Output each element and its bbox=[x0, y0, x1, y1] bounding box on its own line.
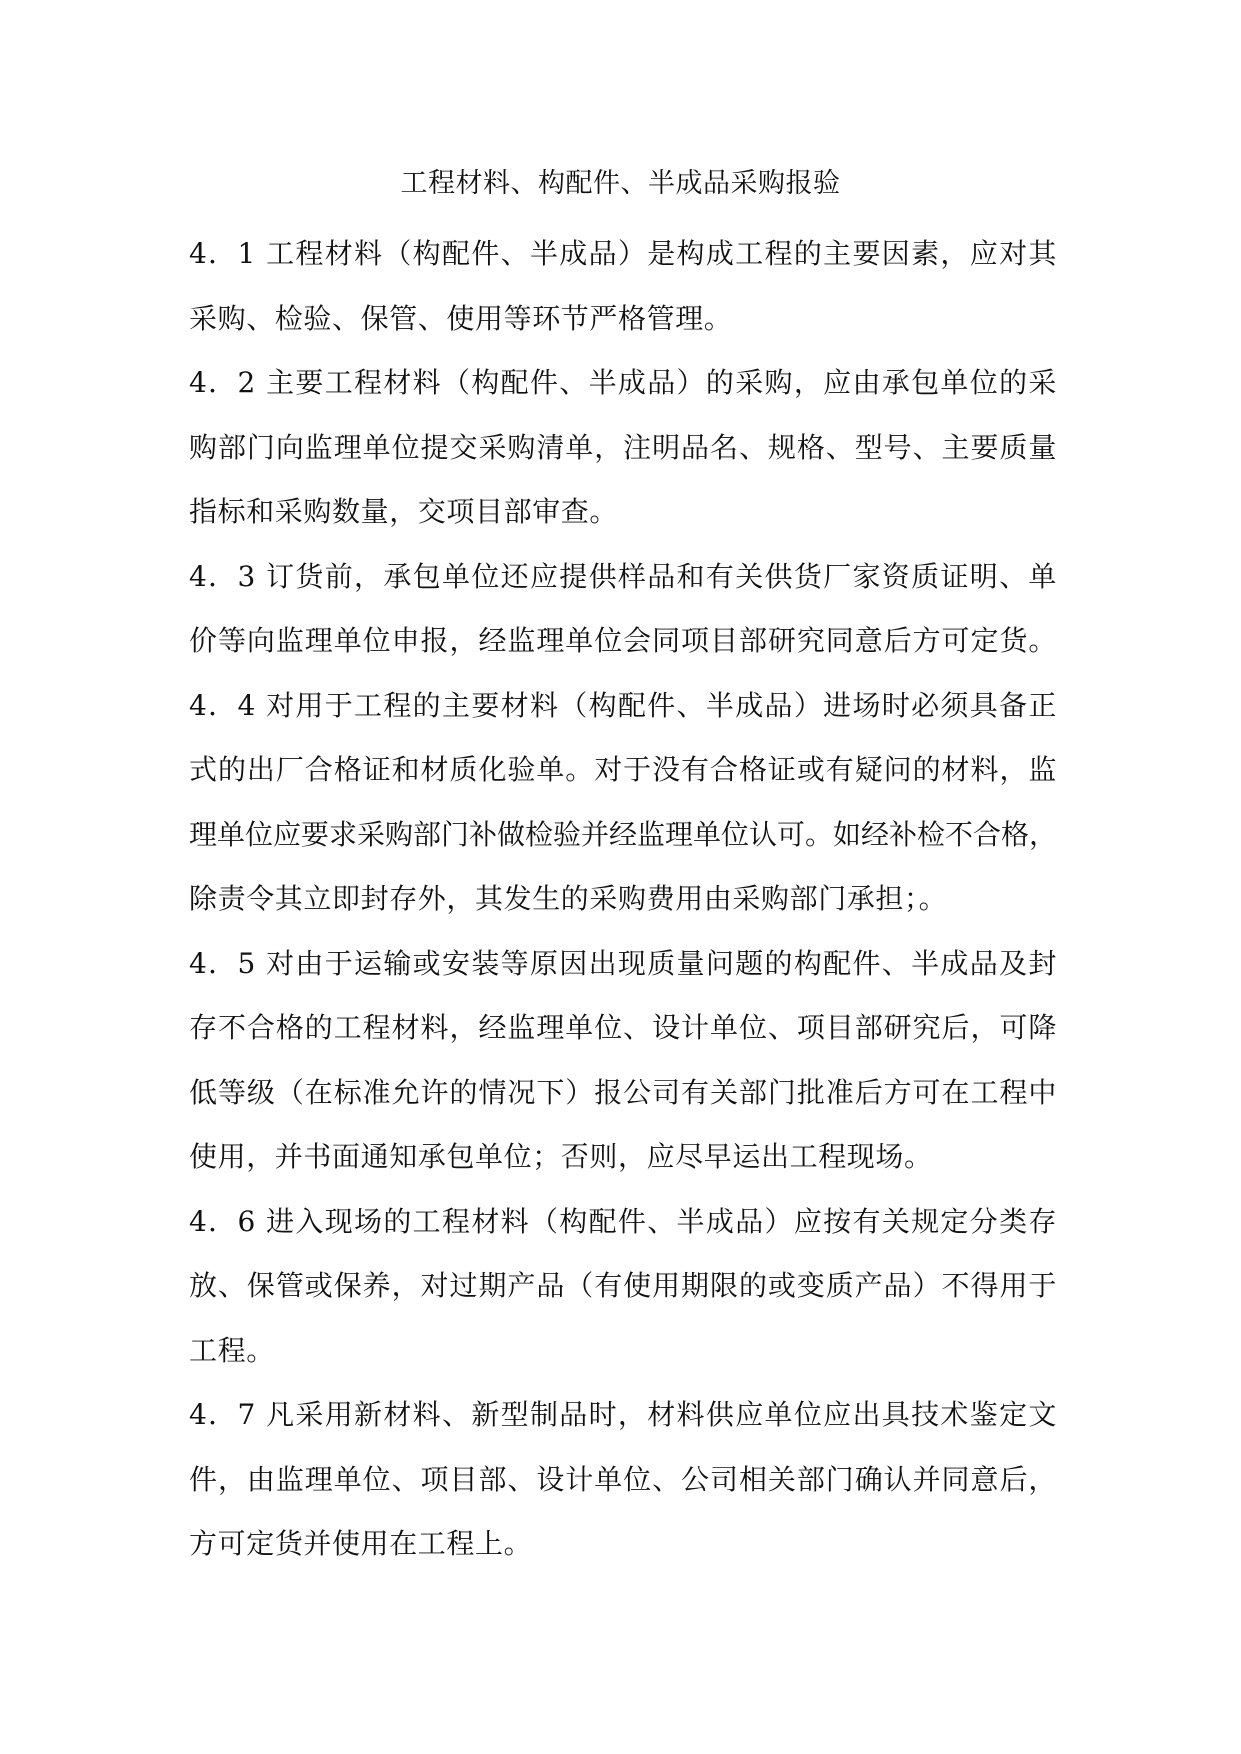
text-line: 4．1 工程材料（构配件、半成品）是构成工程的主要因素，应对其 bbox=[189, 237, 1057, 270]
text-line: 4．3 订货前，承包单位还应提供样品和有关供货厂家资质证明、单 bbox=[189, 559, 1057, 593]
document-body bbox=[189, 222, 1057, 1577]
text-line: 存不合格的工程材料，经监理单位、设计单位、项目部研究后，可降 bbox=[189, 1011, 1057, 1044]
text-line: 放、保管或保养，对过期产品（有使用期限的或变质产品）不得用于 bbox=[189, 1269, 1057, 1302]
document-title: 工程材料、构配件、半成品采购报验 bbox=[400, 168, 841, 199]
text-line: 指标和采购数量，交项目部审查。 bbox=[189, 495, 619, 528]
text-line: 使用，并书面通知承包单位；否则，应尽早运出工程现场。 bbox=[189, 1140, 933, 1173]
text-line: 4．2 主要工程材料（构配件、半成品）的采购，应由承包单位的采 bbox=[189, 366, 1057, 399]
text-line: 4．7 凡采用新材料、新型制品时，材料供应单位应出具技术鉴定文 bbox=[189, 1398, 1057, 1431]
text-line: 工程。 bbox=[189, 1333, 275, 1367]
text-line: 4．4 对用于工程的主要材料（构配件、半成品）进场时必须具备正 bbox=[189, 688, 1057, 722]
text-line: 价等向监理单位申报，经监理单位会同项目部研究同意后方可定货。 bbox=[189, 624, 1057, 657]
text-line: 除责令其立即封存外，其发生的采购费用由采购部门承担；。 bbox=[189, 882, 948, 915]
text-line: 采购、检验、保管、使用等环节严格管理。 bbox=[189, 301, 733, 335]
text-line: 式的出厂合格证和材质化验单。对于没有合格证或有疑问的材料，监 bbox=[189, 753, 1057, 786]
text-line: 低等级（在标准允许的情况下）报公司有关部门批准后方可在工程中 bbox=[189, 1075, 1057, 1109]
text-line: 件，由监理单位、项目部、设计单位、公司相关部门确认并同意后， bbox=[189, 1462, 1057, 1496]
text-line: 4．6 进入现场的工程材料（构配件、半成品）应按有关规定分类存 bbox=[189, 1204, 1057, 1238]
text-line: 4．5 对由于运输或安装等原因出现质量问题的构配件、半成品及封 bbox=[189, 946, 1057, 980]
text-line: 理单位应要求采购部门补做检验并经监理单位认可。如经补检不合格， bbox=[189, 817, 1058, 851]
text-line: 方可定货并使用在工程上。 bbox=[189, 1527, 533, 1560]
text-line: 购部门向监理单位提交采购清单，注明品名、规格、型号、主要质量 bbox=[189, 430, 1057, 464]
